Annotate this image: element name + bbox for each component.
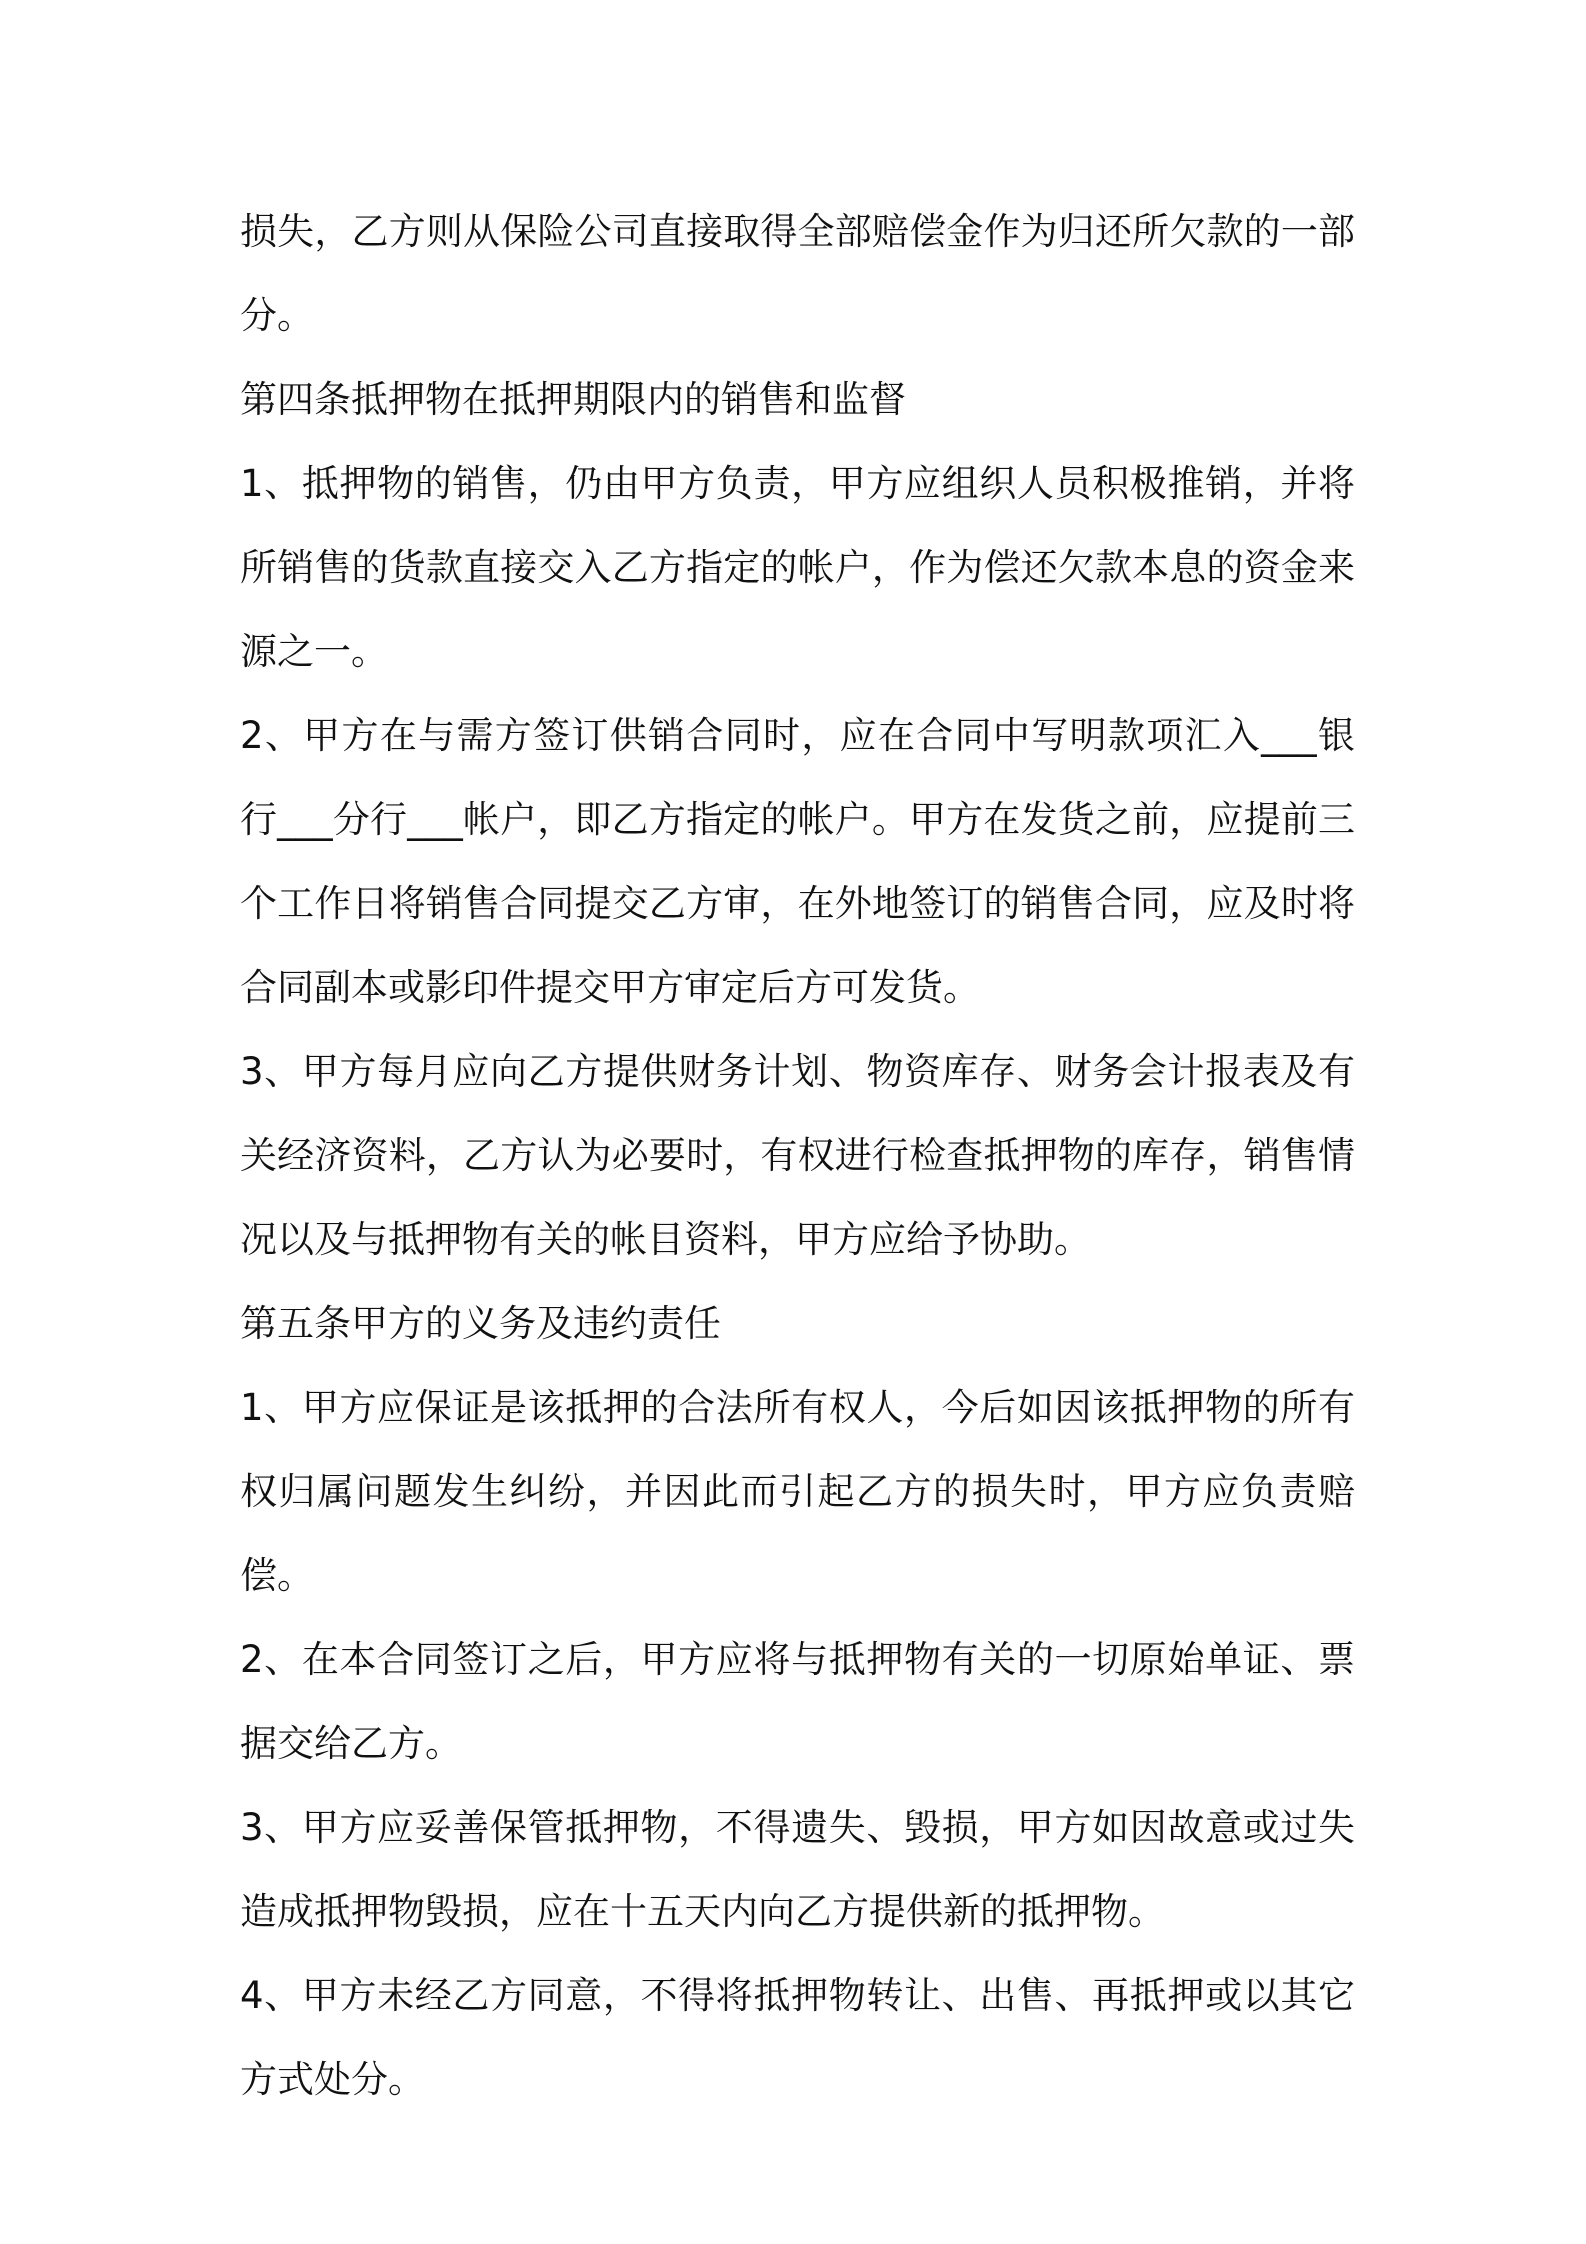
article-five-clause-1: 1、甲方应保证是该抵押的合法所有权人，今后如因该抵押物的所有权归属问题发生纠纷，并因此而引起乙方的损失时，甲方应负责赔偿。 [240,1386,1355,1597]
article-four-heading: 第四条抵押物在抵押期限内的销售和监督 [240,378,906,421]
article-five-clause-2: 2、在本合同签订之后，甲方应将与抵押物有关的一切原始单证、票据交给乙方。 [240,1638,1355,1765]
article-five-clause-4: 4、甲方未经乙方同意，不得将抵押物转让、出售、再抵押或以其它方式处分。 [240,1974,1355,2101]
paragraph-insurance-compensation: 损失，乙方则从保险公司直接取得全部赔偿金作为归还所欠款的一部分。 [240,210,1355,337]
article-four-clause-3: 3、甲方每月应向乙方提供财务计划、物资库存、财务会计报表及有关经济资料，乙方认为必要时，有权进行检查抵押物的库存，销售情况以及与抵押物有关的帐目资料，甲方应给予协助。 [240,1050,1355,1261]
article-four-clause-1: 1、抵押物的销售，仍由甲方负责，甲方应组织人员积极推销，并将所销售的货款直接交入乙方指定的帐户，作为偿还欠款本息的资金来源之一。 [240,462,1355,673]
article-four-clause-2: 2、甲方在与需方签订供销合同时，应在合同中写明款项汇入___银行___分行___帐户，即乙方指定的帐户。甲方在发货之前，应提前三个工作日将销售合同提交乙方审，在外地签订的销售合同，应及时将合同副本或影印件提交甲方审定后方可发货。 [240,714,1355,1009]
document-body [240,190,1355,2122]
article-five-clause-3: 3、甲方应妥善保管抵押物，不得遗失、毁损，甲方如因故意或过失造成抵押物毁损，应在十五天内向乙方提供新的抵押物。 [240,1806,1355,1933]
article-five-heading: 第五条甲方的义务及违约责任 [240,1302,721,1345]
